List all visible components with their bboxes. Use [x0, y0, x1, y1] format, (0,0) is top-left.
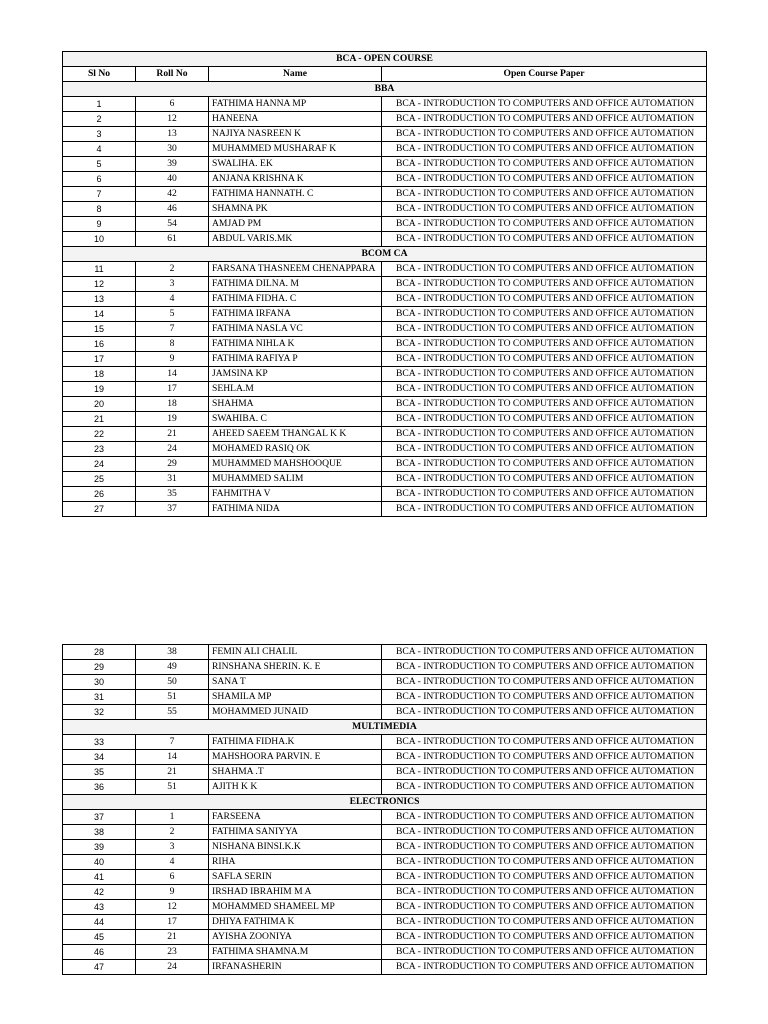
- roll-no-cell: 6: [136, 97, 209, 112]
- open-course-paper-cell: BCA - INTRODUCTION TO COMPUTERS AND OFFICE AUTOMATION: [382, 202, 707, 217]
- open-course-paper-cell: BCA - INTRODUCTION TO COMPUTERS AND OFFICE AUTOMATION: [382, 172, 707, 187]
- table-row: [63, 487, 707, 502]
- sl-no-cell: 38: [63, 825, 136, 840]
- roll-no-cell: 4: [136, 855, 209, 870]
- roll-no-cell: 42: [136, 187, 209, 202]
- table-row: [63, 157, 707, 172]
- section-header-row: [63, 247, 707, 262]
- roll-no-cell: 1: [136, 810, 209, 825]
- open-course-paper-cell: BCA - INTRODUCTION TO COMPUTERS AND OFFICE AUTOMATION: [382, 930, 707, 945]
- sl-no-cell: 35: [63, 765, 136, 780]
- sl-no-cell: 21: [63, 412, 136, 427]
- table-row: [63, 457, 707, 472]
- open-course-paper-cell: BCA - INTRODUCTION TO COMPUTERS AND OFFICE AUTOMATION: [382, 870, 707, 885]
- header-roll-no: Roll No: [136, 67, 209, 82]
- student-name-cell: ANJANA KRISHNA K: [209, 172, 382, 187]
- table-row: [63, 352, 707, 367]
- section-header: MULTIMEDIA: [63, 720, 707, 735]
- roll-no-cell: 12: [136, 112, 209, 127]
- open-course-paper-cell: BCA - INTRODUCTION TO COMPUTERS AND OFFICE AUTOMATION: [382, 322, 707, 337]
- roll-no-cell: 30: [136, 142, 209, 157]
- table-row: [63, 840, 707, 855]
- roll-no-cell: 54: [136, 217, 209, 232]
- open-course-paper-cell: BCA - INTRODUCTION TO COMPUTERS AND OFFICE AUTOMATION: [382, 810, 707, 825]
- table-row: [63, 660, 707, 675]
- student-name-cell: FATHIMA NIHLA K: [209, 337, 382, 352]
- roll-no-cell: 21: [136, 427, 209, 442]
- sl-no-cell: 30: [63, 675, 136, 690]
- open-course-paper-cell: BCA - INTRODUCTION TO COMPUTERS AND OFFICE AUTOMATION: [382, 690, 707, 705]
- roll-no-cell: 55: [136, 705, 209, 720]
- open-course-paper-cell: BCA - INTRODUCTION TO COMPUTERS AND OFFICE AUTOMATION: [382, 735, 707, 750]
- table-row: [63, 472, 707, 487]
- roll-no-cell: 49: [136, 660, 209, 675]
- sl-no-cell: 33: [63, 735, 136, 750]
- roll-no-cell: 9: [136, 352, 209, 367]
- roll-no-cell: 21: [136, 930, 209, 945]
- student-name-cell: IRFANASHERIN: [209, 960, 382, 975]
- sl-no-cell: 32: [63, 705, 136, 720]
- section-header: BCOM CA: [63, 247, 707, 262]
- sl-no-cell: 22: [63, 427, 136, 442]
- student-name-cell: ABDUL VARIS.MK: [209, 232, 382, 247]
- roll-no-cell: 46: [136, 202, 209, 217]
- open-course-paper-cell: BCA - INTRODUCTION TO COMPUTERS AND OFFICE AUTOMATION: [382, 367, 707, 382]
- table-row: [63, 945, 707, 960]
- student-name-cell: FATHIMA HANNA MP: [209, 97, 382, 112]
- sl-no-cell: 9: [63, 217, 136, 232]
- table-row: [63, 307, 707, 322]
- roll-no-cell: 8: [136, 337, 209, 352]
- open-course-paper-cell: BCA - INTRODUCTION TO COMPUTERS AND OFFICE AUTOMATION: [382, 277, 707, 292]
- sl-no-cell: 41: [63, 870, 136, 885]
- table-row: [63, 187, 707, 202]
- table-row: [63, 502, 707, 517]
- open-course-paper-cell: BCA - INTRODUCTION TO COMPUTERS AND OFFICE AUTOMATION: [382, 765, 707, 780]
- open-course-paper-cell: BCA - INTRODUCTION TO COMPUTERS AND OFFICE AUTOMATION: [382, 112, 707, 127]
- open-course-paper-cell: BCA - INTRODUCTION TO COMPUTERS AND OFFICE AUTOMATION: [382, 502, 707, 517]
- table-row: [63, 217, 707, 232]
- section-header-row: [63, 82, 707, 97]
- roll-no-cell: 9: [136, 885, 209, 900]
- sl-no-cell: 15: [63, 322, 136, 337]
- student-name-cell: NISHANA BINSI.K.K: [209, 840, 382, 855]
- open-course-paper-cell: BCA - INTRODUCTION TO COMPUTERS AND OFFICE AUTOMATION: [382, 945, 707, 960]
- student-name-cell: DHIYA FATHIMA K: [209, 915, 382, 930]
- roll-no-cell: 24: [136, 442, 209, 457]
- header-sl-no: Sl No: [63, 67, 136, 82]
- open-course-paper-cell: BCA - INTRODUCTION TO COMPUTERS AND OFFICE AUTOMATION: [382, 780, 707, 795]
- student-name-cell: FATHIMA IRFANA: [209, 307, 382, 322]
- table-title: BCA - OPEN COURSE: [63, 52, 707, 67]
- open-course-paper-cell: BCA - INTRODUCTION TO COMPUTERS AND OFFICE AUTOMATION: [382, 412, 707, 427]
- roll-no-cell: 21: [136, 765, 209, 780]
- student-name-cell: HANEENA: [209, 112, 382, 127]
- sl-no-cell: 45: [63, 930, 136, 945]
- roll-no-cell: 6: [136, 870, 209, 885]
- sl-no-cell: 11: [63, 262, 136, 277]
- student-name-cell: FATHIMA RAFIYA P: [209, 352, 382, 367]
- student-name-cell: FARSEENA: [209, 810, 382, 825]
- student-name-cell: AMJAD PM: [209, 217, 382, 232]
- table-row: [63, 735, 707, 750]
- student-name-cell: MAHSHOORA PARVIN. E: [209, 750, 382, 765]
- roll-no-cell: 29: [136, 457, 209, 472]
- open-course-paper-cell: BCA - INTRODUCTION TO COMPUTERS AND OFFICE AUTOMATION: [382, 337, 707, 352]
- open-course-paper-cell: BCA - INTRODUCTION TO COMPUTERS AND OFFICE AUTOMATION: [382, 217, 707, 232]
- student-name-cell: SAFLA SERIN: [209, 870, 382, 885]
- sl-no-cell: 6: [63, 172, 136, 187]
- table-row: [63, 412, 707, 427]
- table-row: [63, 705, 707, 720]
- open-course-paper-cell: BCA - INTRODUCTION TO COMPUTERS AND OFFICE AUTOMATION: [382, 427, 707, 442]
- sl-no-cell: 31: [63, 690, 136, 705]
- sl-no-cell: 39: [63, 840, 136, 855]
- student-name-cell: NAJIYA NASREEN K: [209, 127, 382, 142]
- sl-no-cell: 43: [63, 900, 136, 915]
- roll-no-cell: 23: [136, 945, 209, 960]
- table-row: [63, 397, 707, 412]
- sl-no-cell: 42: [63, 885, 136, 900]
- sl-no-cell: 46: [63, 945, 136, 960]
- sl-no-cell: 37: [63, 810, 136, 825]
- sl-no-cell: 40: [63, 855, 136, 870]
- sl-no-cell: 16: [63, 337, 136, 352]
- table-row: [63, 690, 707, 705]
- roll-no-cell: 35: [136, 487, 209, 502]
- student-name-cell: FATHIMA SHAMNA.M: [209, 945, 382, 960]
- roll-no-cell: 17: [136, 915, 209, 930]
- roll-no-cell: 14: [136, 367, 209, 382]
- sl-no-cell: 29: [63, 660, 136, 675]
- open-course-paper-cell: BCA - INTRODUCTION TO COMPUTERS AND OFFICE AUTOMATION: [382, 187, 707, 202]
- roll-no-cell: 5: [136, 307, 209, 322]
- student-name-cell: FEMIN ALI CHALIL: [209, 645, 382, 660]
- student-name-cell: SHAHMA .T: [209, 765, 382, 780]
- table-row: [63, 337, 707, 352]
- open-course-paper-cell: BCA - INTRODUCTION TO COMPUTERS AND OFFICE AUTOMATION: [382, 885, 707, 900]
- open-course-paper-cell: BCA - INTRODUCTION TO COMPUTERS AND OFFICE AUTOMATION: [382, 825, 707, 840]
- student-name-cell: AYISHA ZOONIYA: [209, 930, 382, 945]
- student-name-cell: JAMSINA KP: [209, 367, 382, 382]
- sl-no-cell: 17: [63, 352, 136, 367]
- open-course-paper-cell: BCA - INTRODUCTION TO COMPUTERS AND OFFICE AUTOMATION: [382, 487, 707, 502]
- sl-no-cell: 8: [63, 202, 136, 217]
- open-course-paper-cell: BCA - INTRODUCTION TO COMPUTERS AND OFFICE AUTOMATION: [382, 675, 707, 690]
- student-table-page-1: [62, 51, 707, 517]
- student-name-cell: RIHA: [209, 855, 382, 870]
- student-name-cell: AJITH K K: [209, 780, 382, 795]
- roll-no-cell: 19: [136, 412, 209, 427]
- table-row: [63, 960, 707, 975]
- roll-no-cell: 14: [136, 750, 209, 765]
- student-name-cell: SHAMNA PK: [209, 202, 382, 217]
- sl-no-cell: 18: [63, 367, 136, 382]
- roll-no-cell: 3: [136, 840, 209, 855]
- open-course-paper-cell: BCA - INTRODUCTION TO COMPUTERS AND OFFICE AUTOMATION: [382, 97, 707, 112]
- open-course-paper-cell: BCA - INTRODUCTION TO COMPUTERS AND OFFICE AUTOMATION: [382, 262, 707, 277]
- sl-no-cell: 19: [63, 382, 136, 397]
- roll-no-cell: 18: [136, 397, 209, 412]
- student-name-cell: FATHIMA FIDHA.K: [209, 735, 382, 750]
- table-row: [63, 367, 707, 382]
- section-header-row: [63, 795, 707, 810]
- sl-no-cell: 2: [63, 112, 136, 127]
- roll-no-cell: 2: [136, 825, 209, 840]
- roll-no-cell: 50: [136, 675, 209, 690]
- table-row: [63, 232, 707, 247]
- student-name-cell: MOHAMED RASIQ OK: [209, 442, 382, 457]
- roll-no-cell: 4: [136, 292, 209, 307]
- open-course-paper-cell: BCA - INTRODUCTION TO COMPUTERS AND OFFICE AUTOMATION: [382, 292, 707, 307]
- open-course-paper-cell: BCA - INTRODUCTION TO COMPUTERS AND OFFICE AUTOMATION: [382, 397, 707, 412]
- table-row: [63, 885, 707, 900]
- header-name: Name: [209, 67, 382, 82]
- table-row: [63, 870, 707, 885]
- roll-no-cell: 24: [136, 960, 209, 975]
- sl-no-cell: 36: [63, 780, 136, 795]
- roll-no-cell: 61: [136, 232, 209, 247]
- student-name-cell: AHEED SAEEM THANGAL K K: [209, 427, 382, 442]
- open-course-paper-cell: BCA - INTRODUCTION TO COMPUTERS AND OFFICE AUTOMATION: [382, 915, 707, 930]
- open-course-paper-cell: BCA - INTRODUCTION TO COMPUTERS AND OFFICE AUTOMATION: [382, 660, 707, 675]
- table-row: [63, 765, 707, 780]
- student-name-cell: MUHAMMED MUSHARAF K: [209, 142, 382, 157]
- table-row: [63, 262, 707, 277]
- student-name-cell: FATHIMA FIDHA. C: [209, 292, 382, 307]
- table-row: [63, 750, 707, 765]
- table-row: [63, 780, 707, 795]
- student-name-cell: SWALIHA. EK: [209, 157, 382, 172]
- student-name-cell: FAHMITHA V: [209, 487, 382, 502]
- sl-no-cell: 20: [63, 397, 136, 412]
- sl-no-cell: 26: [63, 487, 136, 502]
- roll-no-cell: 12: [136, 900, 209, 915]
- roll-no-cell: 39: [136, 157, 209, 172]
- student-name-cell: FATHIMA DILNA. M: [209, 277, 382, 292]
- open-course-paper-cell: BCA - INTRODUCTION TO COMPUTERS AND OFFICE AUTOMATION: [382, 127, 707, 142]
- roll-no-cell: 31: [136, 472, 209, 487]
- sl-no-cell: 28: [63, 645, 136, 660]
- table-row: [63, 427, 707, 442]
- section-header: ELECTRONICS: [63, 795, 707, 810]
- sl-no-cell: 47: [63, 960, 136, 975]
- sl-no-cell: 13: [63, 292, 136, 307]
- sl-no-cell: 4: [63, 142, 136, 157]
- roll-no-cell: 3: [136, 277, 209, 292]
- open-course-paper-cell: BCA - INTRODUCTION TO COMPUTERS AND OFFICE AUTOMATION: [382, 900, 707, 915]
- student-name-cell: SWAHIBA. C: [209, 412, 382, 427]
- table-header-row: [63, 67, 707, 82]
- open-course-paper-cell: BCA - INTRODUCTION TO COMPUTERS AND OFFICE AUTOMATION: [382, 232, 707, 247]
- roll-no-cell: 7: [136, 735, 209, 750]
- table-row: [63, 172, 707, 187]
- student-name-cell: FARSANA THASNEEM CHENAPPARA: [209, 262, 382, 277]
- table-row: [63, 855, 707, 870]
- sl-no-cell: 1: [63, 97, 136, 112]
- roll-no-cell: 37: [136, 502, 209, 517]
- table-row: [63, 930, 707, 945]
- student-name-cell: SHAMILA MP: [209, 690, 382, 705]
- table-row: [63, 142, 707, 157]
- sl-no-cell: 24: [63, 457, 136, 472]
- table-row: [63, 442, 707, 457]
- sl-no-cell: 3: [63, 127, 136, 142]
- student-name-cell: FATHIMA NIDA: [209, 502, 382, 517]
- open-course-paper-cell: BCA - INTRODUCTION TO COMPUTERS AND OFFICE AUTOMATION: [382, 750, 707, 765]
- sl-no-cell: 7: [63, 187, 136, 202]
- roll-no-cell: 7: [136, 322, 209, 337]
- open-course-paper-cell: BCA - INTRODUCTION TO COMPUTERS AND OFFICE AUTOMATION: [382, 840, 707, 855]
- table-row: [63, 292, 707, 307]
- student-name-cell: MOHAMMED SHAMEEL MP: [209, 900, 382, 915]
- table-row: [63, 127, 707, 142]
- sl-no-cell: 25: [63, 472, 136, 487]
- student-name-cell: SHAHMA: [209, 397, 382, 412]
- open-course-paper-cell: BCA - INTRODUCTION TO COMPUTERS AND OFFICE AUTOMATION: [382, 457, 707, 472]
- sl-no-cell: 10: [63, 232, 136, 247]
- student-name-cell: FATHIMA HANNATH. C: [209, 187, 382, 202]
- table-row: [63, 277, 707, 292]
- sl-no-cell: 34: [63, 750, 136, 765]
- student-name-cell: MUHAMMED MAHSHOOQUE: [209, 457, 382, 472]
- sl-no-cell: 12: [63, 277, 136, 292]
- section-header-row: [63, 720, 707, 735]
- header-open-course-paper: Open Course Paper: [382, 67, 707, 82]
- table-row: [63, 202, 707, 217]
- student-name-cell: IRSHAD IBRAHIM M A: [209, 885, 382, 900]
- section-header: BBA: [63, 82, 707, 97]
- table-row: [63, 382, 707, 397]
- sl-no-cell: 5: [63, 157, 136, 172]
- open-course-paper-cell: BCA - INTRODUCTION TO COMPUTERS AND OFFICE AUTOMATION: [382, 705, 707, 720]
- roll-no-cell: 17: [136, 382, 209, 397]
- open-course-paper-cell: BCA - INTRODUCTION TO COMPUTERS AND OFFICE AUTOMATION: [382, 645, 707, 660]
- open-course-paper-cell: BCA - INTRODUCTION TO COMPUTERS AND OFFICE AUTOMATION: [382, 157, 707, 172]
- table-row: [63, 900, 707, 915]
- open-course-paper-cell: BCA - INTRODUCTION TO COMPUTERS AND OFFICE AUTOMATION: [382, 442, 707, 457]
- table-title-row: [63, 52, 707, 67]
- table-row: [63, 322, 707, 337]
- open-course-paper-cell: BCA - INTRODUCTION TO COMPUTERS AND OFFICE AUTOMATION: [382, 307, 707, 322]
- roll-no-cell: 40: [136, 172, 209, 187]
- student-name-cell: FATHIMA NASLA VC: [209, 322, 382, 337]
- open-course-paper-cell: BCA - INTRODUCTION TO COMPUTERS AND OFFICE AUTOMATION: [382, 472, 707, 487]
- table-row: [63, 645, 707, 660]
- roll-no-cell: 51: [136, 780, 209, 795]
- sl-no-cell: 44: [63, 915, 136, 930]
- table-row: [63, 97, 707, 112]
- roll-no-cell: 13: [136, 127, 209, 142]
- student-name-cell: SANA T: [209, 675, 382, 690]
- open-course-paper-cell: BCA - INTRODUCTION TO COMPUTERS AND OFFICE AUTOMATION: [382, 960, 707, 975]
- table-row: [63, 915, 707, 930]
- open-course-paper-cell: BCA - INTRODUCTION TO COMPUTERS AND OFFICE AUTOMATION: [382, 855, 707, 870]
- roll-no-cell: 2: [136, 262, 209, 277]
- student-name-cell: MOHAMMED JUNAID: [209, 705, 382, 720]
- open-course-paper-cell: BCA - INTRODUCTION TO COMPUTERS AND OFFICE AUTOMATION: [382, 142, 707, 157]
- student-name-cell: RINSHANA SHERIN. K. E: [209, 660, 382, 675]
- table-row: [63, 825, 707, 840]
- sl-no-cell: 23: [63, 442, 136, 457]
- open-course-paper-cell: BCA - INTRODUCTION TO COMPUTERS AND OFFICE AUTOMATION: [382, 352, 707, 367]
- sl-no-cell: 27: [63, 502, 136, 517]
- open-course-paper-cell: BCA - INTRODUCTION TO COMPUTERS AND OFFICE AUTOMATION: [382, 382, 707, 397]
- student-name-cell: FATHIMA SANIYYA: [209, 825, 382, 840]
- roll-no-cell: 51: [136, 690, 209, 705]
- sl-no-cell: 14: [63, 307, 136, 322]
- student-name-cell: SEHLA.M: [209, 382, 382, 397]
- table-row: [63, 810, 707, 825]
- student-table-page-2: [62, 644, 707, 975]
- roll-no-cell: 38: [136, 645, 209, 660]
- table-row: [63, 675, 707, 690]
- table-row: [63, 112, 707, 127]
- student-name-cell: MUHAMMED SALIM: [209, 472, 382, 487]
